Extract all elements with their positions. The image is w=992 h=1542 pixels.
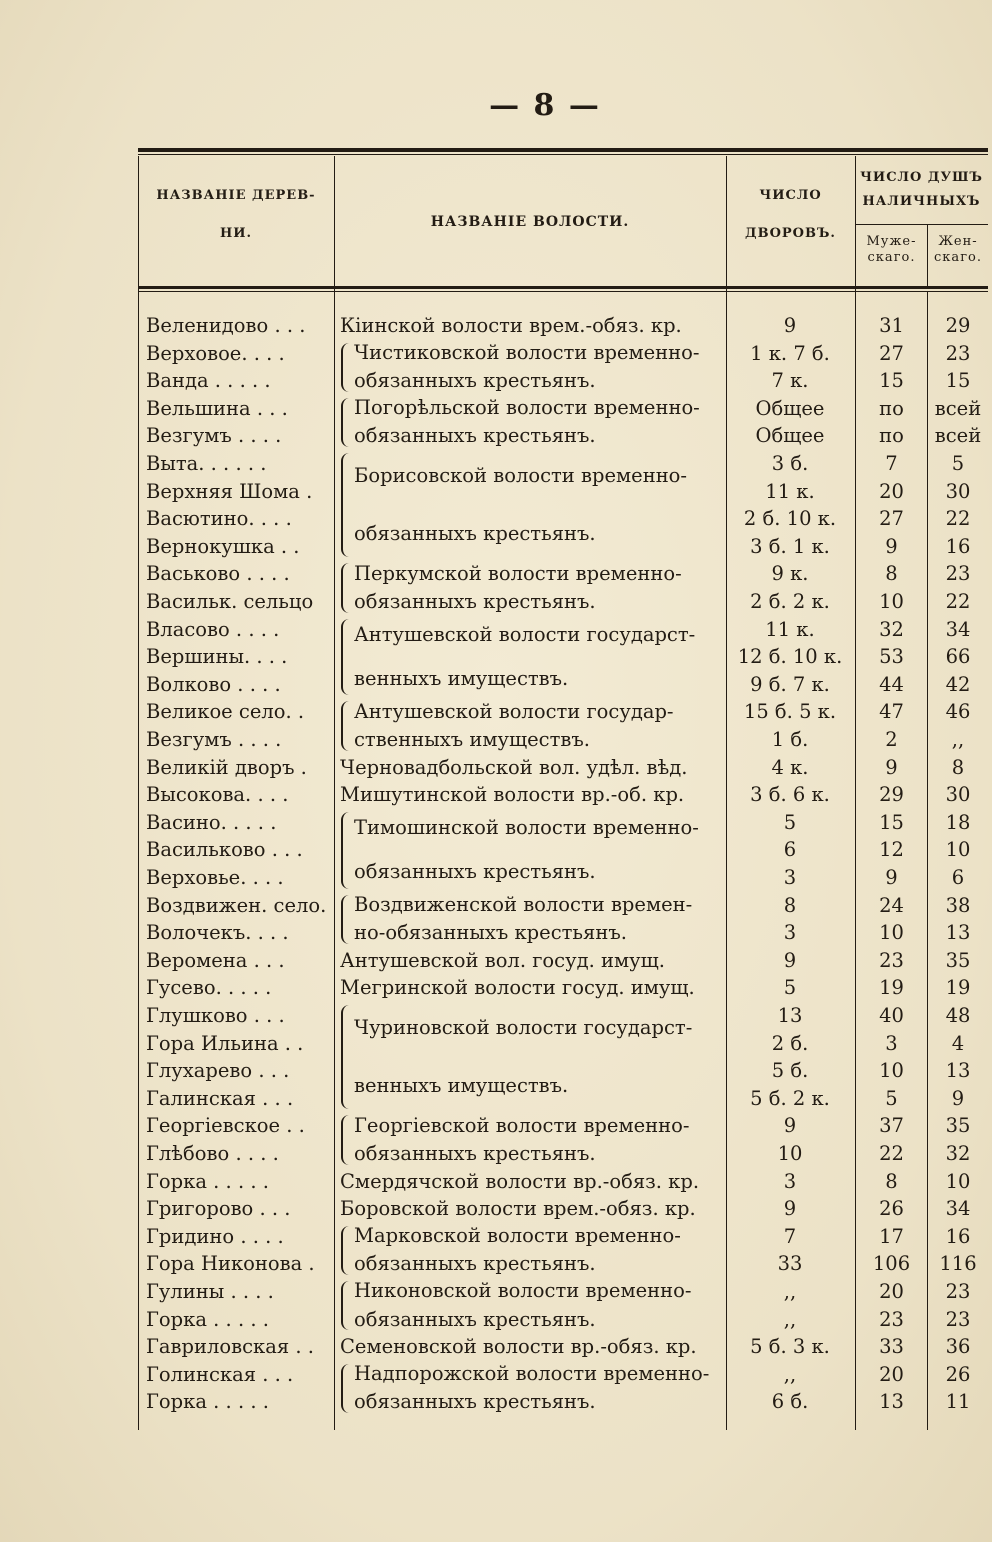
village-cell: Горка . . . . . bbox=[146, 1307, 269, 1331]
volost-group-line: Перкумской волости временно- bbox=[354, 561, 682, 585]
yards-cell: 15 б. 5 к. bbox=[743, 700, 837, 724]
volost-group-cell bbox=[340, 1278, 726, 1333]
volost-group-text bbox=[340, 339, 700, 396]
volost-group-line: обязанныхъ крестьянъ. bbox=[354, 424, 596, 448]
village-cell: Выта. . . . . . bbox=[146, 452, 267, 475]
village-cell: Везгумъ . . . . bbox=[146, 424, 282, 448]
male-count-cell: 10 bbox=[879, 590, 904, 613]
volost-group-cell bbox=[340, 395, 726, 450]
village-cell: Верховое. . . . bbox=[146, 341, 285, 365]
female-count-cell: 19 bbox=[945, 976, 971, 1000]
village-cell: Высокова. . . . bbox=[146, 783, 289, 807]
village-cell: Волочекъ. . . . bbox=[146, 921, 289, 945]
female-count-cell: 16 bbox=[945, 1224, 971, 1248]
village-cell: Галинская . . . bbox=[146, 1086, 294, 1110]
male-count-cell: 10 bbox=[879, 921, 904, 945]
volost-group-cell bbox=[340, 892, 726, 947]
table-top-rule-thin bbox=[138, 154, 988, 155]
male-count-cell: 9 bbox=[885, 755, 898, 779]
yards-cell: 6 bbox=[783, 838, 797, 862]
female-count-cell: 29 bbox=[945, 314, 971, 337]
male-count-cell: 20 bbox=[879, 479, 904, 503]
female-count-cell: 30 bbox=[945, 783, 971, 807]
male-count-cell: 32 bbox=[879, 617, 904, 641]
village-cell: Гора Никонова . bbox=[146, 1252, 315, 1276]
yards-cell: 9 bbox=[783, 314, 797, 337]
yards-cell: 3 б. bbox=[771, 452, 809, 475]
female-count-cell: 22 bbox=[945, 590, 971, 613]
volost-group-line: Борисовской волости временно- bbox=[354, 463, 688, 487]
table-top-rule bbox=[138, 148, 988, 152]
table-row bbox=[138, 947, 988, 975]
female-count-cell: 38 bbox=[945, 893, 971, 917]
volost-group-line: обязанныхъ крестьянъ. bbox=[354, 1390, 596, 1414]
village-cell: Власово . . . . bbox=[146, 617, 280, 641]
header-male bbox=[856, 234, 927, 265]
volost-group-line: обязанныхъ крестьянъ. bbox=[354, 369, 596, 393]
volost-group-line: обязанныхъ крестьянъ. bbox=[354, 859, 596, 883]
yards-cell: Общее bbox=[755, 396, 825, 420]
header-male-line2: скаго. bbox=[867, 249, 916, 265]
table-row bbox=[138, 781, 988, 809]
yards-cell: 8 bbox=[783, 893, 797, 917]
volost-group-line: Воздвиженской волости времен- bbox=[354, 892, 693, 916]
female-count-cell: 18 bbox=[945, 810, 971, 834]
volost-group-text bbox=[340, 394, 700, 451]
female-count-cell: 8 bbox=[951, 755, 965, 779]
volost-group-text bbox=[340, 621, 695, 693]
village-cell: Вельшина . . . bbox=[146, 396, 288, 420]
volost-cell: Кіинской волости врем.-обяз. кр. bbox=[340, 314, 682, 337]
female-count-cell: 23 bbox=[945, 1307, 971, 1331]
village-cell: Гора Ильина . . bbox=[146, 1031, 304, 1055]
yards-cell: 5 bbox=[783, 976, 797, 1000]
yards-cell: 6 б. bbox=[771, 1390, 809, 1414]
male-count-cell: 20 bbox=[879, 1362, 904, 1386]
yards-cell: 9 bbox=[783, 1197, 797, 1221]
female-count-cell: 23 bbox=[945, 341, 971, 365]
village-cell: Глушково . . . bbox=[146, 1004, 285, 1027]
volost-group-cell bbox=[340, 809, 726, 892]
volost-cell: Смердячской волости вр.-обяз. кр. bbox=[340, 1169, 700, 1193]
female-count-cell: 10 bbox=[945, 1169, 971, 1193]
female-count-cell: 26 bbox=[945, 1362, 971, 1386]
male-count-cell: 29 bbox=[879, 783, 904, 807]
header-village-line1: НАЗВАНІЕ ДЕРЕВ- bbox=[156, 188, 316, 203]
yards-cell: ,, bbox=[783, 1362, 797, 1386]
yards-cell: 7 bbox=[783, 1224, 797, 1248]
village-cell: Волково . . . . bbox=[146, 672, 281, 696]
table-row bbox=[138, 1168, 988, 1196]
yards-cell: ,, bbox=[783, 1307, 797, 1331]
table-row bbox=[138, 1195, 988, 1223]
volost-group-line: Чуриновской волости государст- bbox=[354, 1015, 693, 1039]
census-table bbox=[138, 148, 988, 1430]
volost-cell: Мегринской волости госуд. имущ. bbox=[340, 976, 695, 1000]
village-cell: Гавриловская . . bbox=[146, 1335, 314, 1359]
male-count-cell: 47 bbox=[879, 700, 904, 724]
header-bottom-rule-thin bbox=[138, 291, 988, 292]
header-male-line1: Муже- bbox=[866, 234, 917, 249]
male-count-cell: 15 bbox=[879, 369, 904, 393]
female-count-cell: 10 bbox=[945, 838, 971, 862]
female-count-cell: 23 bbox=[945, 562, 971, 586]
male-count-cell: 13 bbox=[879, 1390, 904, 1414]
male-count-cell: 8 bbox=[885, 562, 898, 586]
male-count-cell: 37 bbox=[879, 1114, 904, 1138]
female-count-cell: 32 bbox=[945, 1142, 971, 1165]
volost-group-cell bbox=[340, 340, 726, 395]
volost-group-text bbox=[340, 1014, 692, 1101]
village-cell: Великій дворъ . bbox=[146, 755, 307, 779]
yards-cell: 11 к. bbox=[765, 479, 815, 503]
village-cell: Гулины . . . . bbox=[146, 1280, 274, 1303]
yards-cell: 33 bbox=[777, 1252, 803, 1276]
female-count-cell: 46 bbox=[945, 700, 971, 724]
yards-cell: 2 б. 2 к. bbox=[750, 590, 830, 613]
volost-group-line: Антушевской волости государст- bbox=[354, 623, 696, 647]
yards-cell: 3 bbox=[783, 866, 797, 889]
volost-group-line: обязанныхъ крестьянъ. bbox=[354, 589, 596, 613]
volost-group-cell bbox=[340, 450, 726, 560]
male-count-cell: по bbox=[879, 396, 904, 420]
volost-cell: Мишутинской волости вр.-об. кр. bbox=[340, 783, 685, 807]
volost-group-line: обязанныхъ крестьянъ. bbox=[354, 1252, 596, 1276]
yards-cell: 9 bbox=[783, 1114, 797, 1138]
village-cell: Григорово . . . bbox=[146, 1197, 291, 1221]
village-cell: Веленидово . . . bbox=[146, 314, 306, 337]
volost-group-text bbox=[340, 814, 699, 886]
volost-group-cell bbox=[340, 1223, 726, 1278]
male-count-cell: 22 bbox=[879, 1142, 904, 1165]
volost-group-line: Погорѣльской волости временно- bbox=[354, 396, 700, 420]
male-count-cell: 12 bbox=[879, 838, 904, 862]
male-count-cell: 26 bbox=[879, 1197, 904, 1221]
female-count-cell: 116 bbox=[939, 1252, 977, 1276]
volost-group-cell bbox=[340, 560, 726, 615]
village-cell: Горка . . . . . bbox=[146, 1169, 269, 1193]
female-count-cell: 16 bbox=[945, 534, 971, 558]
yards-cell: 3 bbox=[783, 921, 797, 945]
male-count-cell: 23 bbox=[879, 948, 904, 972]
volost-cell: Боровской волости врем.-обяз. кр. bbox=[340, 1197, 696, 1221]
yards-cell: 4 к. bbox=[771, 755, 809, 779]
village-cell: Васьково . . . . bbox=[146, 562, 290, 586]
male-count-cell: 19 bbox=[879, 976, 904, 1000]
header-yards-line2: ДВОРОВЪ. bbox=[745, 225, 836, 241]
table-row bbox=[138, 1333, 988, 1361]
header-yards bbox=[726, 188, 855, 241]
header-souls bbox=[855, 170, 988, 209]
volost-group-line: обязанныхъ крестьянъ. bbox=[354, 1307, 596, 1331]
village-cell: Великое село. . bbox=[146, 700, 305, 724]
header-souls-line2: НАЛИЧНЫХЪ bbox=[862, 193, 981, 209]
yards-cell: 2 б. 10 к. bbox=[743, 507, 837, 531]
souls-subheader-rule bbox=[856, 224, 988, 225]
yards-cell: 5 bbox=[783, 810, 797, 834]
male-count-cell: 23 bbox=[879, 1307, 904, 1331]
volost-group-line: но-обязанныхъ крестьянъ. bbox=[354, 921, 627, 945]
female-count-cell: 4 bbox=[951, 1031, 965, 1055]
male-count-cell: 15 bbox=[879, 810, 904, 834]
female-count-cell: 9 bbox=[951, 1086, 965, 1110]
village-cell: Георгіевское . . bbox=[146, 1114, 305, 1138]
yards-cell: ,, bbox=[783, 1280, 797, 1303]
yards-cell: 3 bbox=[783, 1169, 797, 1193]
volost-group-text bbox=[340, 698, 674, 755]
table-row bbox=[138, 754, 988, 782]
volost-group-line: Антушевской волости государ- bbox=[354, 699, 674, 723]
volost-group-text bbox=[340, 891, 692, 948]
volost-group-cell bbox=[340, 1112, 726, 1167]
village-cell: Гридино . . . . bbox=[146, 1224, 284, 1248]
header-village bbox=[138, 188, 334, 241]
female-count-cell: 42 bbox=[945, 672, 971, 696]
volost-group-text bbox=[340, 1360, 709, 1417]
village-cell: Гусево. . . . . bbox=[146, 976, 272, 1000]
header-female-line2: скаго. bbox=[934, 249, 982, 265]
volost-cell: Антушевской вол. госуд. имущ. bbox=[340, 948, 665, 972]
yards-cell: 5 б. 3 к. bbox=[750, 1335, 830, 1359]
volost-group-text bbox=[340, 560, 682, 617]
header-souls-line1: ЧИСЛО ДУШЪ bbox=[860, 170, 983, 185]
female-count-cell: 35 bbox=[945, 1114, 971, 1138]
header-volost: НАЗВАНІЕ ВОЛОСТИ. bbox=[430, 214, 630, 230]
yards-cell: 9 к. bbox=[771, 562, 809, 586]
volost-group-cell bbox=[340, 1002, 726, 1112]
table-row bbox=[138, 974, 988, 1002]
table-row bbox=[138, 312, 988, 340]
volost-group-text bbox=[340, 462, 687, 549]
male-count-cell: 53 bbox=[879, 645, 904, 669]
female-count-cell: 36 bbox=[945, 1335, 971, 1359]
volost-group-line: обязанныхъ крестьянъ. bbox=[354, 522, 596, 546]
volost-group-line: Надпорожской волости временно- bbox=[354, 1362, 710, 1386]
female-count-cell: 35 bbox=[945, 948, 971, 972]
male-count-cell: 9 bbox=[885, 534, 898, 558]
yards-cell: 3 б. 1 к. bbox=[750, 534, 830, 558]
male-count-cell: 7 bbox=[885, 452, 898, 475]
female-count-cell: всей bbox=[934, 396, 982, 420]
village-cell: Васильково . . . bbox=[146, 838, 303, 862]
yards-cell: 1 к. 7 б. bbox=[750, 341, 830, 365]
female-count-cell: 48 bbox=[945, 1004, 971, 1027]
header-village-line2: НИ. bbox=[219, 225, 253, 241]
female-count-cell: 34 bbox=[945, 1197, 971, 1221]
male-count-cell: 2 bbox=[885, 728, 898, 751]
yards-cell: 3 б. 6 к. bbox=[750, 783, 830, 807]
village-cell: Ванда . . . . . bbox=[146, 369, 271, 393]
village-cell: Глѣбово . . . . bbox=[146, 1142, 279, 1165]
male-count-cell: 8 bbox=[885, 1169, 898, 1193]
yards-cell: 5 б. bbox=[771, 1059, 809, 1083]
header-female-line1: Жен- bbox=[938, 234, 978, 249]
male-count-cell: 27 bbox=[879, 341, 904, 365]
volost-group-line: венныхъ имуществъ. bbox=[354, 1074, 569, 1098]
volost-group-text bbox=[340, 1277, 691, 1334]
volost-group-line: Тимошинской волости временно- bbox=[354, 816, 699, 840]
male-count-cell: 20 bbox=[879, 1280, 904, 1303]
village-cell: Воздвижен. село. bbox=[146, 893, 327, 917]
female-count-cell: 13 bbox=[945, 1059, 971, 1083]
female-count-cell: 13 bbox=[945, 921, 971, 945]
volost-group-text bbox=[340, 1112, 689, 1169]
volost-group-cell bbox=[340, 1361, 726, 1416]
female-count-cell: 23 bbox=[945, 1280, 971, 1303]
volost-group-line: Марковской волости временно- bbox=[354, 1224, 681, 1248]
volost-group-line: обязанныхъ крестьянъ. bbox=[354, 1141, 596, 1165]
male-count-cell: 40 bbox=[879, 1004, 904, 1027]
village-cell: Верховье. . . . bbox=[146, 866, 284, 889]
female-count-cell: 5 bbox=[951, 452, 965, 475]
male-count-cell: 5 bbox=[885, 1086, 898, 1110]
volost-group-line: Георгіевской волости временно- bbox=[354, 1113, 690, 1137]
yards-cell: 9 б. 7 к. bbox=[750, 672, 830, 696]
yards-cell: 2 б. bbox=[771, 1031, 809, 1055]
female-count-cell: 15 bbox=[945, 369, 971, 393]
yards-cell: 13 bbox=[777, 1004, 803, 1027]
volost-cell: Черновадбольской вол. удѣл. вѣд. bbox=[340, 755, 688, 779]
female-count-cell: 34 bbox=[945, 617, 971, 641]
yards-cell: 5 б. 2 к. bbox=[750, 1086, 830, 1110]
village-cell: Васино. . . . . bbox=[146, 810, 277, 834]
volost-group-line: Чистиковской волости временно- bbox=[354, 340, 700, 364]
female-count-cell: 6 bbox=[951, 866, 965, 889]
volost-group-text bbox=[340, 1222, 681, 1279]
yards-cell: 7 к. bbox=[771, 369, 809, 393]
village-cell: Голинская . . . bbox=[146, 1362, 294, 1386]
village-cell: Верхняя Шома . bbox=[146, 479, 313, 503]
female-count-cell: 30 bbox=[945, 479, 971, 503]
volost-cell: Семеновской волости вр.-обяз. кр. bbox=[340, 1335, 697, 1359]
male-count-cell: 10 bbox=[879, 1059, 904, 1083]
male-count-cell: 9 bbox=[885, 866, 898, 889]
village-cell: Горка . . . . . bbox=[146, 1390, 269, 1414]
village-cell: Вершины. . . . bbox=[146, 645, 288, 669]
male-count-cell: 33 bbox=[879, 1335, 904, 1359]
male-count-cell: 27 bbox=[879, 507, 904, 531]
male-count-cell: 17 bbox=[879, 1224, 904, 1248]
header-female bbox=[928, 234, 988, 265]
yards-cell: 1 б. bbox=[771, 728, 809, 751]
female-count-cell: ,, bbox=[951, 728, 965, 751]
yards-cell: 10 bbox=[777, 1142, 803, 1165]
male-count-cell: 31 bbox=[879, 314, 904, 337]
header-bottom-rule bbox=[138, 286, 988, 289]
female-count-cell: 22 bbox=[945, 507, 971, 531]
male-count-cell: 106 bbox=[872, 1252, 911, 1276]
male-count-cell: 24 bbox=[879, 893, 904, 917]
village-cell: Везгумъ . . . . bbox=[146, 728, 282, 751]
male-count-cell: 3 bbox=[885, 1031, 898, 1055]
volost-group-line: венныхъ имуществъ. bbox=[354, 666, 569, 690]
volost-group-line: Никоновской волости временно- bbox=[354, 1279, 692, 1303]
village-cell: Веромена . . . bbox=[146, 948, 285, 972]
village-cell: Васильк. сельцо bbox=[146, 590, 314, 613]
male-count-cell: по bbox=[879, 424, 904, 448]
volost-group-cell bbox=[340, 698, 726, 753]
yards-cell: Общее bbox=[755, 424, 825, 448]
volost-group-cell bbox=[340, 616, 726, 699]
female-count-cell: 66 bbox=[945, 645, 971, 669]
yards-cell: 11 к. bbox=[765, 617, 815, 641]
female-count-cell: 11 bbox=[945, 1390, 971, 1414]
male-count-cell: 44 bbox=[879, 672, 904, 696]
header-yards-line1: ЧИСЛО bbox=[759, 188, 822, 203]
yards-cell: 9 bbox=[783, 948, 797, 972]
page-number: — 8 — bbox=[489, 88, 601, 123]
female-count-cell: всей bbox=[934, 424, 982, 448]
village-cell: Вернокушка . . bbox=[146, 534, 300, 558]
village-cell: Васютино. . . . bbox=[146, 507, 292, 531]
yards-cell: 12 б. 10 к. bbox=[737, 645, 843, 669]
village-cell: Глухарево . . . bbox=[146, 1059, 290, 1083]
volost-group-line: ственныхъ имуществъ. bbox=[354, 727, 590, 751]
